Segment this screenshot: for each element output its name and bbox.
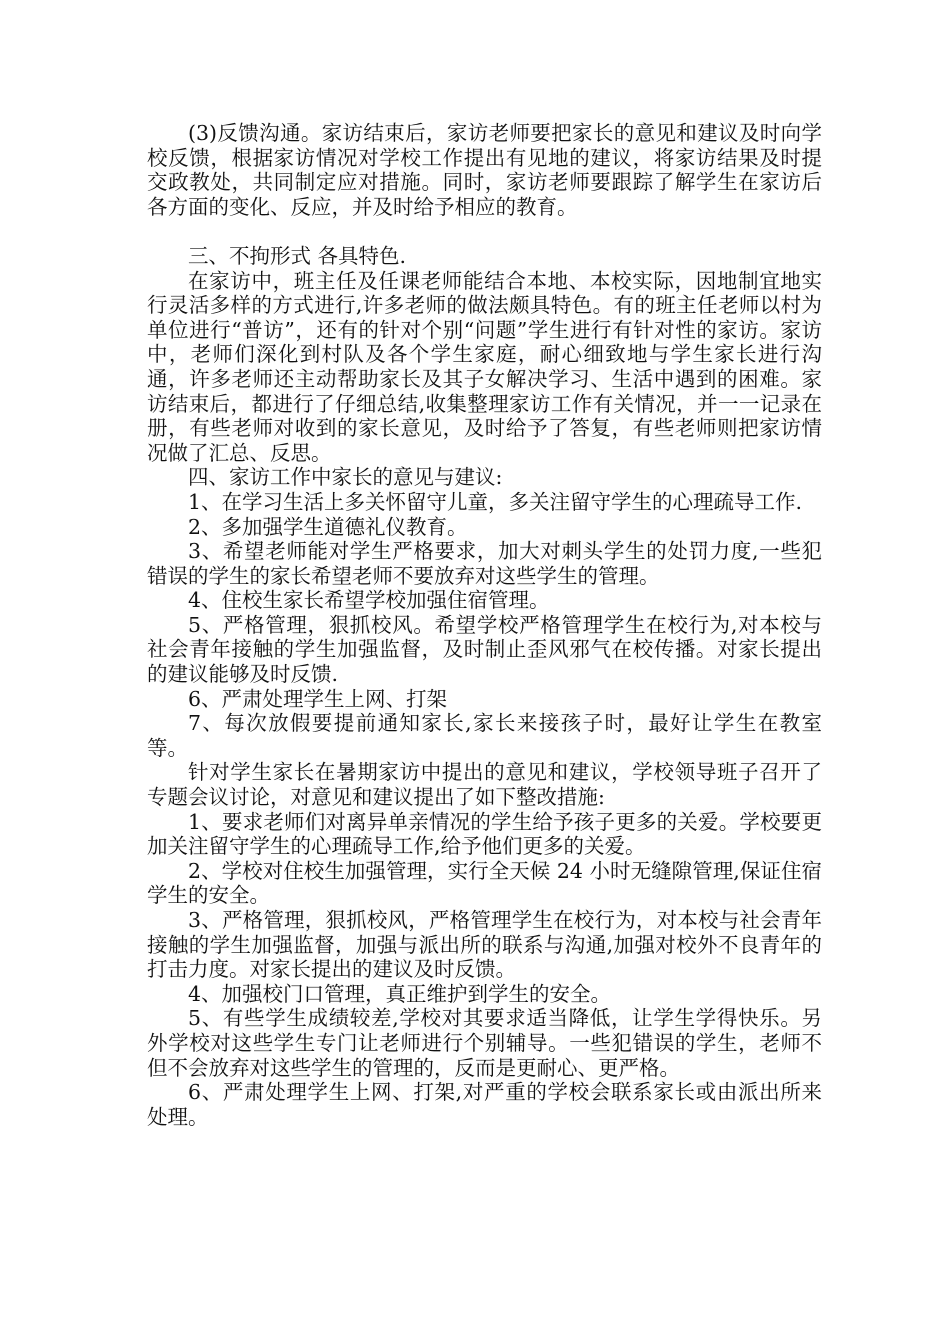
parent-suggestion-4: 4、住校生家长希望学校加强住宿管理。 — [188, 588, 550, 613]
parent-suggestion-2: 2、多加强学生道德礼仪教育。 — [188, 514, 468, 539]
measure-3: 3、严格管理，狠抓校风，严格管理学生在校行为，对本校与社会青年接触的学生加强监督，加强与派出所的联系与沟通,加强对校外不良青年的打击力度。对家长提出的建议及时反馈。 — [147, 908, 822, 982]
parent-suggestion-5: 5、严格管理，狠抓校风。希望学校严格管理学生在校行为,对本校与社会青年接触的学生加强监督，及时制止歪风邪气在校传播。对家长提出的建议能够及时反馈. — [147, 612, 822, 687]
document-page — [147, 121, 822, 1129]
paragraph-school-response: 针对学生家长在暑期家访中提出的意见和建议，学校领导班子召开了专题会议讨论，对意见和建议提出了如下整改措施: — [147, 760, 822, 810]
section-heading-3: 三、不拘形式 各具特色. — [188, 243, 407, 268]
measure-1: 1、要求老师们对离异单亲情况的学生给予孩子更多的关爱。学校要更加关注留守学生的心理疏导工作,给予他们更多的关爱。 — [147, 809, 822, 859]
measure-4: 4、加强校门口管理，真正维护到学生的安全。 — [188, 981, 612, 1006]
parent-suggestion-7: 7、每次放假要提前通知家长,家长来接孩子时，最好让学生在教室等。 — [147, 711, 822, 760]
measure-6: 6、严肃处理学生上网、打架,对严重的学校会联系家长或由派出所来处理。 — [147, 1080, 822, 1129]
section-heading-4: 四、家访工作中家长的意见与建议: — [188, 465, 503, 490]
paragraph-home-visit-features: 在家访中，班主任及任课老师能结合本地、本校实际，因地制宜地实行灵活多样的方式进行,许多老师的做法颇具特色。有的班主任老师以村为单位进行“普访”，还有的针对个别“问题”学生进行有针对性的家访。家访中，老师们深化到村队及各个学生家庭，耐心细致地与学生家长进行沟通，许多老师还主动帮助家长及其子女解决学习、生活中遇到的困难。家访结束后，都进行了仔细总结,收集整理家访工作有关情况，并一一记录在册，有些老师对收到的家长意见，及时给予了答复，有些老师则把家访情况做了汇总、反思。 — [147, 268, 822, 465]
measure-5: 5、有些学生成绩较差,学校对其要求适当降低，让学生学得快乐。另外学校对这些学生专门让老师进行个别辅导。一些犯错误的学生，老师不但不会放弃对这些学生的管理的，反而是更耐心、更严格。 — [147, 1006, 822, 1080]
parent-suggestion-6: 6、严肃处理学生上网、打架 — [188, 686, 448, 711]
parent-suggestion-3: 3、希望老师能对学生严格要求，加大对刺头学生的处罚力度,一些犯错误的学生的家长希望老师不要放弃对这些学生的管理。 — [147, 539, 822, 588]
measure-2: 2、学校对住校生加强管理，实行全天候 24 小时无缝隙管理,保证住宿学生的安全。 — [147, 858, 822, 908]
parent-suggestion-1: 1、在学习生活上多关怀留守儿童，多关注留守学生的心理疏导工作. — [188, 489, 803, 514]
paragraph-feedback: (3)反馈沟通。家访结束后，家访老师要把家长的意见和建议及时向学校反馈，根据家访情况对学校工作提出有见地的建议，将家访结果及时提交政教处，共同制定应对措施。同时，家访老师要跟踪了解学生在家访后各方面的变化、反应，并及时给予相应的教育。 — [147, 121, 822, 219]
blank-line — [147, 219, 822, 244]
